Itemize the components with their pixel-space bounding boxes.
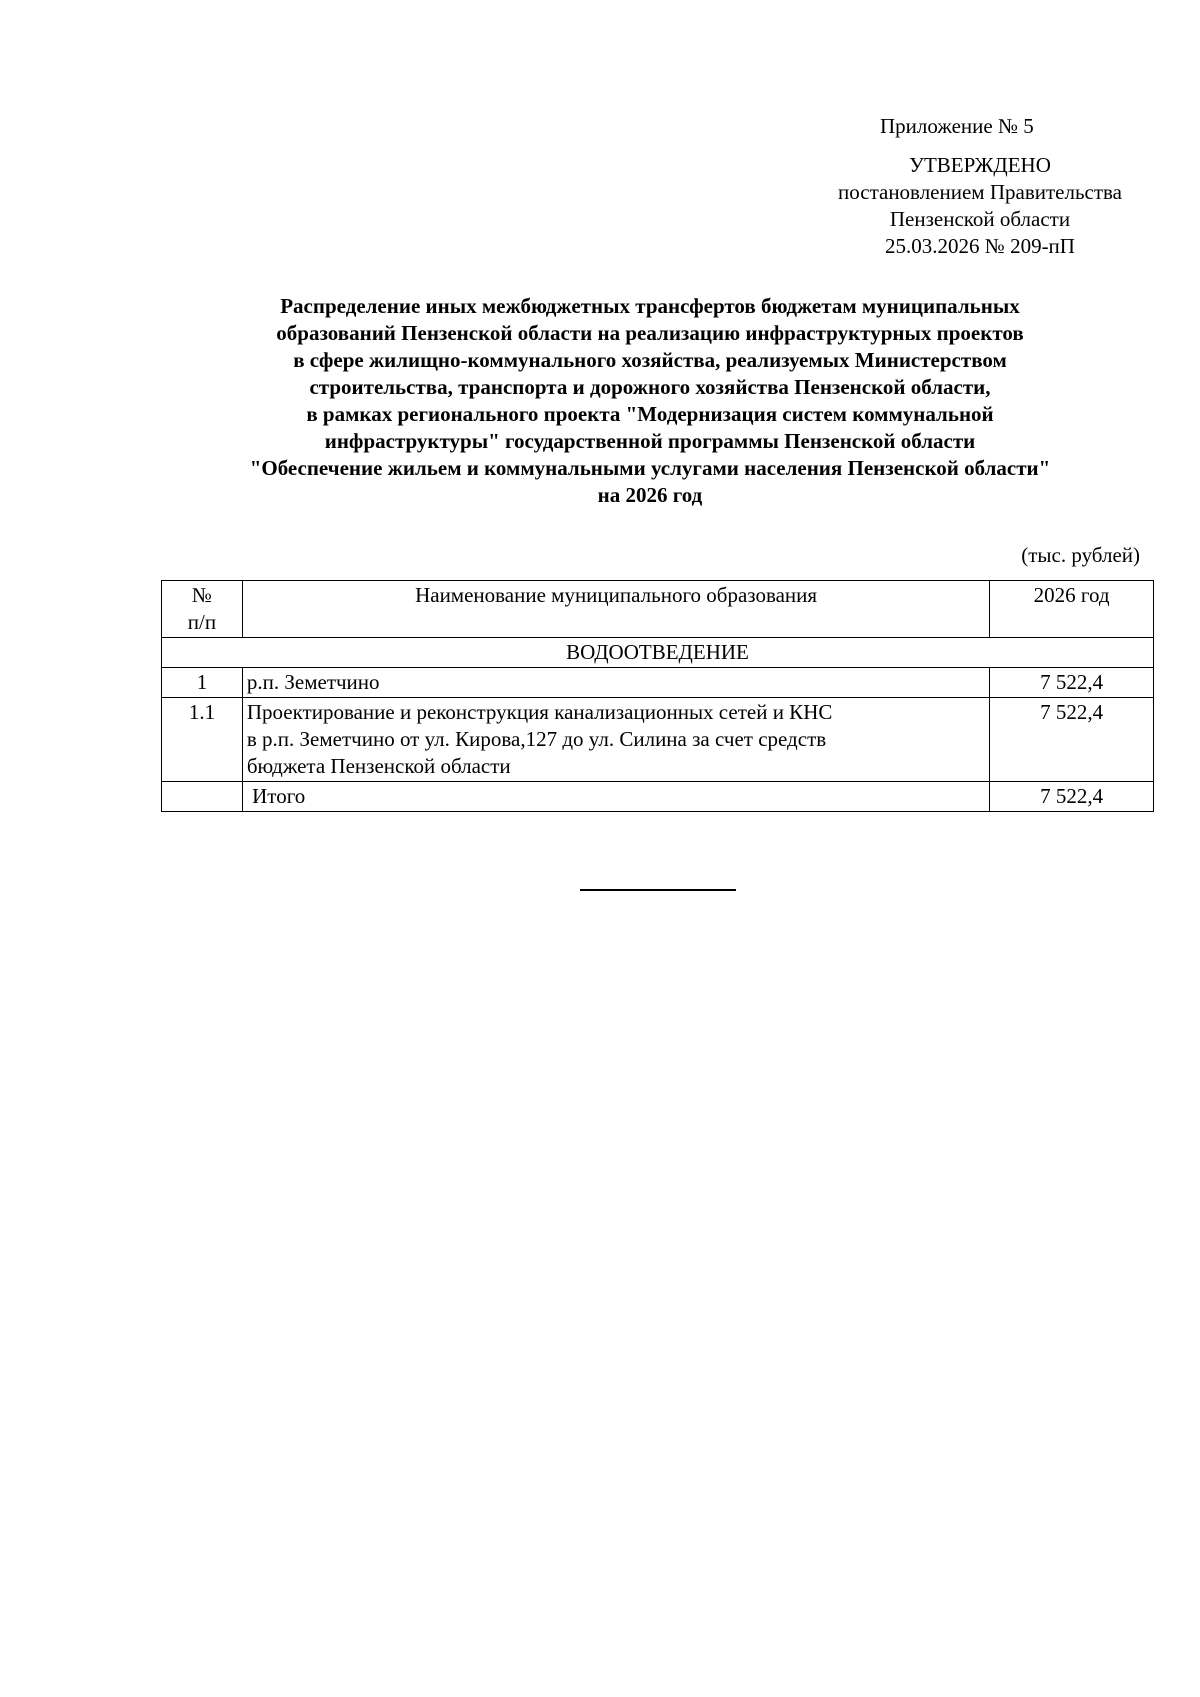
row-number: 1	[162, 668, 243, 698]
total-value: 7 522,4	[990, 782, 1154, 812]
end-separator-line	[580, 889, 736, 891]
table-row	[162, 698, 1154, 782]
total-number	[162, 782, 243, 812]
total-row	[162, 782, 1154, 812]
row-name	[242, 698, 989, 782]
approved-stamp-text: УТВЕРЖДЕНО	[909, 153, 1051, 177]
title-line: в сфере жилищно-коммунального хозяйства, реализуемых Министерством	[293, 348, 1007, 372]
title-line: в рамках регионального проекта "Модернизация систем коммунальной	[306, 402, 994, 426]
title-line: Распределение иных межбюджетных трансфертов бюджетам муниципальных	[280, 294, 1020, 318]
approval-block	[780, 152, 1180, 260]
title-line: "Обеспечение жильем и коммунальными услугами населения Пензенской области"	[249, 456, 1051, 480]
table-row	[162, 668, 1154, 698]
table-header-row	[162, 581, 1154, 638]
approved-by-line: постановлением Правительства	[837, 180, 1122, 204]
row-name-line: Проектирование и реконструкция канализационных сетей и КНС	[246, 700, 833, 724]
header-no-symbol: №	[191, 583, 212, 607]
row-name-line: в р.п. Земетчино от ул. Кирова,127 до ул. Силина за счет средств	[246, 727, 827, 751]
transfers-table	[161, 580, 1154, 812]
section-row	[162, 638, 1154, 668]
header-no-cell	[162, 581, 243, 638]
row-value: 7 522,4	[990, 668, 1154, 698]
header-year-cell: 2026 год	[990, 581, 1154, 638]
header-name-cell: Наименование муниципального образования	[242, 581, 989, 638]
title-line: инфраструктуры" государственной программы Пензенской области	[324, 429, 976, 453]
approved-by-region-line: Пензенской области	[889, 207, 1071, 231]
total-label: Итого	[242, 782, 989, 812]
units-label: (тыс. рублей)	[1021, 543, 1140, 567]
title-line: строительства, транспорта и дорожного хозяйства Пензенской области,	[309, 375, 991, 399]
title-line: на 2026 год	[597, 483, 703, 507]
appendix-number: Приложение № 5	[880, 114, 1034, 138]
title-line: образований Пензенской области на реализацию инфраструктурных проектов	[276, 321, 1024, 345]
row-name: р.п. Земетчино	[242, 668, 989, 698]
row-name-line: бюджета Пензенской области	[246, 754, 511, 778]
section-title: ВОДООТВЕДЕНИЕ	[162, 638, 1154, 668]
row-value: 7 522,4	[990, 698, 1154, 782]
header-no-abbrev: п/п	[187, 610, 217, 634]
approved-date-number: 25.03.2026 № 209-пП	[885, 234, 1075, 258]
row-number: 1.1	[162, 698, 243, 782]
document-title	[150, 293, 1150, 509]
